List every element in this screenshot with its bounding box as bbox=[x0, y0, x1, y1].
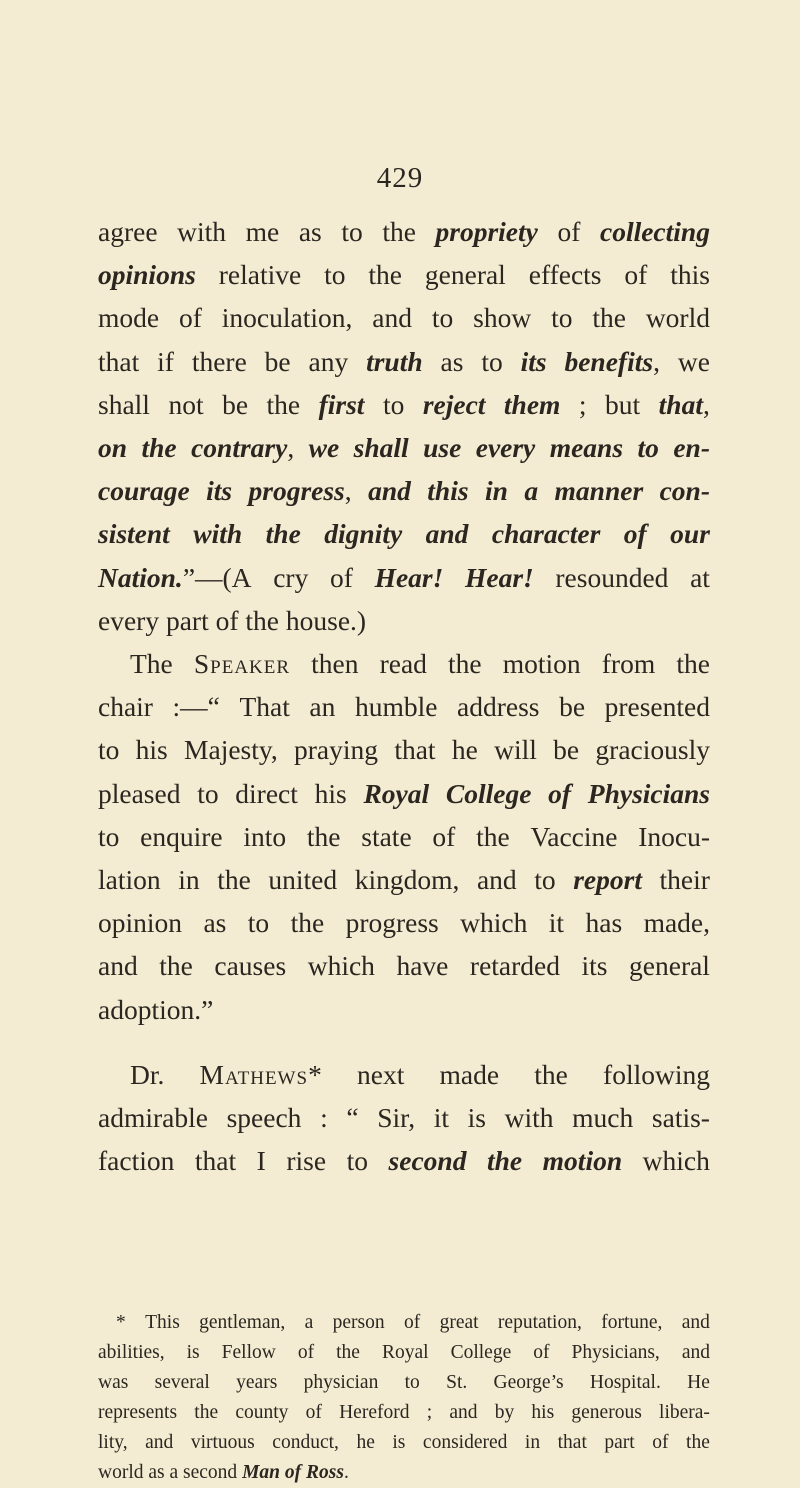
word: agree bbox=[98, 216, 158, 247]
word: of bbox=[215, 604, 239, 636]
word: this bbox=[427, 475, 469, 507]
word: speech bbox=[226, 1102, 302, 1134]
word: he bbox=[451, 734, 478, 766]
word: and bbox=[372, 302, 412, 334]
text-line bbox=[98, 426, 710, 469]
text-line bbox=[98, 383, 710, 426]
word: motion bbox=[502, 648, 581, 680]
word: to bbox=[534, 864, 556, 896]
word: shall bbox=[353, 432, 409, 464]
word: collecting bbox=[599, 216, 710, 247]
word: causes bbox=[214, 950, 287, 982]
word: its bbox=[206, 475, 233, 507]
word: address bbox=[457, 691, 540, 723]
word: part bbox=[165, 604, 209, 636]
word: of bbox=[305, 1402, 322, 1423]
word: Hereford bbox=[339, 1402, 410, 1423]
word: to bbox=[551, 302, 573, 334]
word: every bbox=[98, 604, 160, 636]
word: Man bbox=[242, 1462, 280, 1483]
word: the bbox=[487, 1145, 523, 1177]
word: years bbox=[236, 1372, 278, 1393]
word: with bbox=[193, 518, 243, 550]
word: of bbox=[403, 1312, 421, 1333]
word: me bbox=[245, 216, 280, 247]
word: graciously bbox=[595, 734, 710, 766]
word: lity, bbox=[98, 1432, 128, 1453]
word: second bbox=[388, 1145, 467, 1177]
word: Physicians bbox=[587, 777, 710, 809]
word: of bbox=[284, 1462, 302, 1483]
word: into bbox=[243, 820, 287, 852]
word: that bbox=[98, 345, 140, 377]
word: contrary, bbox=[191, 432, 295, 464]
word: report bbox=[573, 864, 642, 896]
word: conduct, bbox=[272, 1432, 339, 1453]
word: made, bbox=[643, 907, 710, 939]
text-line bbox=[98, 253, 710, 296]
word: enquire bbox=[140, 820, 223, 852]
text-line bbox=[98, 685, 710, 728]
word: be bbox=[553, 734, 580, 766]
word: College bbox=[450, 1342, 512, 1363]
word: St. bbox=[446, 1372, 468, 1393]
word: Dr. bbox=[130, 1058, 165, 1090]
word: in bbox=[484, 475, 508, 507]
word: general bbox=[629, 950, 710, 982]
word: ; bbox=[426, 1402, 433, 1423]
word: the bbox=[686, 1432, 710, 1453]
word: is bbox=[186, 1342, 200, 1363]
word: the bbox=[245, 604, 279, 636]
word: to bbox=[341, 216, 363, 247]
word: courage bbox=[98, 475, 190, 507]
word: the bbox=[306, 820, 341, 852]
word: it bbox=[548, 907, 565, 939]
word: direct bbox=[235, 777, 298, 809]
word: “ bbox=[346, 1102, 359, 1134]
word: world bbox=[98, 1462, 144, 1483]
word: of bbox=[178, 302, 202, 334]
text-line bbox=[98, 1096, 710, 1139]
word: to bbox=[346, 1145, 369, 1177]
word: en- bbox=[673, 432, 710, 464]
main-text bbox=[98, 210, 710, 1182]
word: next bbox=[356, 1058, 405, 1090]
footnote bbox=[98, 1308, 710, 1488]
word: opinions bbox=[98, 259, 196, 291]
word: George’s bbox=[493, 1372, 564, 1393]
word: that, bbox=[658, 388, 710, 420]
word: The bbox=[130, 648, 173, 680]
word: and bbox=[681, 1312, 710, 1333]
word: and bbox=[449, 1402, 478, 1423]
footnote-line bbox=[98, 1368, 710, 1398]
word: he bbox=[356, 1432, 375, 1453]
word: part bbox=[604, 1432, 635, 1453]
word: every bbox=[475, 432, 536, 464]
word: Royal bbox=[381, 1342, 429, 1363]
word: be bbox=[222, 388, 249, 420]
word: chair bbox=[98, 691, 153, 723]
word: physician bbox=[303, 1372, 379, 1393]
word: which bbox=[307, 950, 375, 982]
word: will bbox=[494, 734, 537, 766]
word: its bbox=[581, 950, 608, 982]
word: of bbox=[548, 777, 572, 809]
word: propriety bbox=[435, 216, 538, 247]
word: and bbox=[145, 1432, 174, 1453]
word: of bbox=[432, 820, 456, 852]
word: which bbox=[460, 907, 528, 939]
footnote-line bbox=[98, 1428, 710, 1458]
word: the bbox=[194, 1402, 219, 1423]
word: to bbox=[481, 345, 503, 377]
word: :—“ bbox=[172, 691, 220, 723]
text-line bbox=[98, 772, 710, 815]
word: to bbox=[324, 259, 346, 291]
word: resounded bbox=[555, 561, 669, 593]
word: truth bbox=[366, 345, 423, 377]
word: the bbox=[266, 388, 301, 420]
word: at bbox=[690, 561, 710, 593]
word: great bbox=[439, 1312, 479, 1333]
text-line bbox=[98, 469, 710, 512]
word: adoption.” bbox=[98, 993, 214, 1025]
text-line bbox=[98, 599, 710, 642]
word: : bbox=[320, 1102, 328, 1134]
text-line bbox=[98, 1139, 710, 1182]
page-number: 429 bbox=[376, 162, 424, 194]
text-line bbox=[98, 512, 710, 555]
word: the bbox=[368, 259, 402, 291]
word: a bbox=[524, 475, 539, 507]
word: cry bbox=[273, 561, 309, 593]
word: is bbox=[467, 1102, 486, 1134]
word: gentleman, bbox=[199, 1312, 286, 1333]
word: its bbox=[520, 345, 547, 377]
word: we bbox=[677, 345, 710, 377]
word: house.) bbox=[285, 604, 367, 636]
word: be bbox=[559, 691, 586, 723]
word: to bbox=[197, 777, 219, 809]
word: them bbox=[503, 388, 561, 420]
word: but bbox=[605, 388, 641, 420]
word: character bbox=[491, 518, 601, 550]
word: of bbox=[623, 518, 647, 550]
word: the bbox=[141, 432, 177, 464]
word: the bbox=[217, 864, 251, 896]
word: then bbox=[311, 648, 359, 680]
word: following bbox=[603, 1058, 710, 1090]
word: to bbox=[637, 432, 659, 464]
word: first bbox=[318, 388, 365, 420]
word: second bbox=[183, 1462, 238, 1483]
word: Hear! bbox=[464, 561, 534, 593]
text-line bbox=[98, 728, 710, 771]
footnote-line bbox=[98, 1458, 710, 1488]
word: as bbox=[298, 216, 322, 247]
word: represents bbox=[98, 1402, 178, 1423]
word: state bbox=[361, 820, 412, 852]
word: libera- bbox=[659, 1402, 710, 1423]
word: rise bbox=[286, 1145, 327, 1177]
word: use bbox=[423, 432, 462, 464]
word: sistent bbox=[98, 518, 170, 550]
word: to bbox=[431, 302, 454, 334]
word: fortune, bbox=[601, 1312, 663, 1333]
text-line bbox=[98, 944, 710, 987]
word: that bbox=[557, 1432, 587, 1453]
word: it bbox=[433, 1102, 449, 1134]
word: to bbox=[382, 388, 405, 420]
word: in bbox=[178, 864, 200, 896]
word: of bbox=[652, 1432, 669, 1453]
text-line bbox=[98, 556, 710, 599]
word: of bbox=[624, 259, 648, 291]
word: world bbox=[645, 302, 710, 334]
word: read bbox=[379, 648, 427, 680]
text-line bbox=[98, 901, 710, 944]
word: to bbox=[404, 1372, 420, 1393]
word: praying bbox=[294, 734, 379, 766]
word: shall bbox=[98, 388, 150, 420]
word: on bbox=[98, 432, 128, 464]
footnote-line bbox=[98, 1308, 710, 1338]
word: from bbox=[601, 648, 656, 680]
word: Nation.”—(A bbox=[98, 561, 252, 593]
word: con- bbox=[659, 475, 710, 507]
word: was bbox=[98, 1372, 129, 1393]
word: if bbox=[157, 345, 174, 377]
word: our bbox=[670, 518, 710, 550]
word: in bbox=[524, 1432, 541, 1453]
text-line bbox=[98, 858, 710, 901]
word: That bbox=[239, 691, 290, 723]
word: with bbox=[504, 1102, 554, 1134]
word: general bbox=[424, 259, 506, 291]
word: ; bbox=[578, 388, 587, 420]
word: reputation, bbox=[497, 1312, 582, 1333]
word: be bbox=[264, 345, 291, 377]
word: much bbox=[572, 1102, 634, 1134]
word: have bbox=[396, 950, 449, 982]
word: retarded bbox=[469, 950, 560, 982]
word: Vaccine bbox=[530, 820, 618, 852]
word: a bbox=[304, 1312, 314, 1333]
text-line bbox=[98, 988, 710, 1031]
text-line bbox=[98, 815, 710, 858]
word: Majesty, bbox=[184, 734, 278, 766]
word: is bbox=[392, 1432, 406, 1453]
word: and bbox=[425, 518, 469, 550]
word: pleased bbox=[98, 777, 181, 809]
word: has bbox=[585, 907, 623, 939]
word: the bbox=[592, 302, 626, 334]
word: relative bbox=[218, 259, 302, 291]
text-line bbox=[98, 642, 710, 685]
word: of bbox=[533, 1342, 550, 1363]
word: of bbox=[297, 1342, 315, 1363]
word: means bbox=[549, 432, 624, 464]
word: the bbox=[676, 648, 710, 680]
word: a bbox=[169, 1462, 179, 1483]
word: an bbox=[309, 691, 336, 723]
word: the bbox=[290, 907, 325, 939]
text-line bbox=[98, 340, 710, 383]
word: his bbox=[531, 1402, 555, 1423]
word: and bbox=[681, 1342, 710, 1363]
footnote-line bbox=[98, 1398, 710, 1428]
word: reject bbox=[422, 388, 486, 420]
word: to bbox=[247, 907, 270, 939]
word: the bbox=[265, 518, 301, 550]
word: Ross. bbox=[306, 1462, 349, 1483]
word: This bbox=[145, 1312, 180, 1333]
word: this bbox=[670, 259, 710, 291]
word: his bbox=[314, 777, 347, 809]
word: motion bbox=[542, 1145, 623, 1177]
word: progress, bbox=[248, 475, 352, 507]
word: of bbox=[329, 561, 353, 593]
word: opinion bbox=[98, 907, 183, 939]
word: show bbox=[473, 302, 532, 334]
word: several bbox=[154, 1372, 210, 1393]
word: made bbox=[439, 1058, 500, 1090]
word: benefits, bbox=[564, 345, 660, 377]
word: as bbox=[203, 907, 227, 939]
word: by bbox=[494, 1402, 515, 1423]
word: inoculation, bbox=[221, 302, 353, 334]
word: considered bbox=[422, 1432, 508, 1453]
word: Inocu- bbox=[638, 820, 710, 852]
word: admirable bbox=[98, 1102, 208, 1134]
word: the bbox=[159, 950, 193, 982]
word: his bbox=[135, 734, 168, 766]
word: Physicians, bbox=[571, 1342, 660, 1363]
footnote-line bbox=[98, 1338, 710, 1368]
word: humble bbox=[354, 691, 438, 723]
word: I bbox=[256, 1145, 266, 1177]
word: of bbox=[557, 216, 581, 247]
word: and bbox=[476, 864, 517, 896]
text-line bbox=[98, 296, 710, 339]
word: not bbox=[168, 388, 204, 420]
word: their bbox=[659, 864, 710, 896]
word: presented bbox=[604, 691, 710, 723]
word: He bbox=[687, 1372, 710, 1393]
word: Hear! bbox=[374, 561, 444, 593]
word: Fellow bbox=[221, 1342, 276, 1363]
word: the bbox=[382, 216, 416, 247]
text-line bbox=[98, 210, 710, 253]
word: the bbox=[534, 1058, 568, 1090]
word: which bbox=[642, 1145, 710, 1177]
word: lation bbox=[98, 864, 161, 896]
word: abilities, bbox=[98, 1342, 165, 1363]
word: Mathews* bbox=[199, 1058, 322, 1090]
word: effects bbox=[528, 259, 602, 291]
word: dignity bbox=[324, 518, 403, 550]
word: virtuous bbox=[190, 1432, 255, 1453]
word: faction bbox=[98, 1145, 175, 1177]
word: Speaker bbox=[193, 648, 291, 680]
word: to bbox=[98, 734, 120, 766]
word: any bbox=[308, 345, 349, 377]
word: satis- bbox=[651, 1102, 710, 1134]
word: generous bbox=[571, 1402, 642, 1423]
word: with bbox=[177, 216, 227, 247]
word: the bbox=[476, 820, 510, 852]
word: united bbox=[268, 864, 338, 896]
word: that bbox=[194, 1145, 237, 1177]
word: and bbox=[368, 475, 411, 507]
word: kingdom, bbox=[354, 864, 460, 896]
word: College bbox=[445, 777, 532, 809]
word: there bbox=[191, 345, 247, 377]
word: that bbox=[394, 734, 436, 766]
word: Royal bbox=[363, 777, 430, 809]
word: as bbox=[440, 345, 464, 377]
word: Hospital. bbox=[589, 1372, 661, 1393]
word: the bbox=[448, 648, 482, 680]
word: person bbox=[332, 1312, 385, 1333]
word: mode bbox=[98, 302, 160, 334]
word: we bbox=[308, 432, 340, 464]
word: county bbox=[235, 1402, 289, 1423]
text-line bbox=[98, 1053, 710, 1096]
word: progress bbox=[345, 907, 439, 939]
word: the bbox=[336, 1342, 360, 1363]
word: and bbox=[98, 950, 138, 982]
word: as bbox=[148, 1462, 165, 1483]
word: manner bbox=[554, 475, 644, 507]
word: Sir, bbox=[377, 1102, 416, 1134]
word: to bbox=[98, 820, 120, 852]
word: * bbox=[116, 1312, 126, 1333]
